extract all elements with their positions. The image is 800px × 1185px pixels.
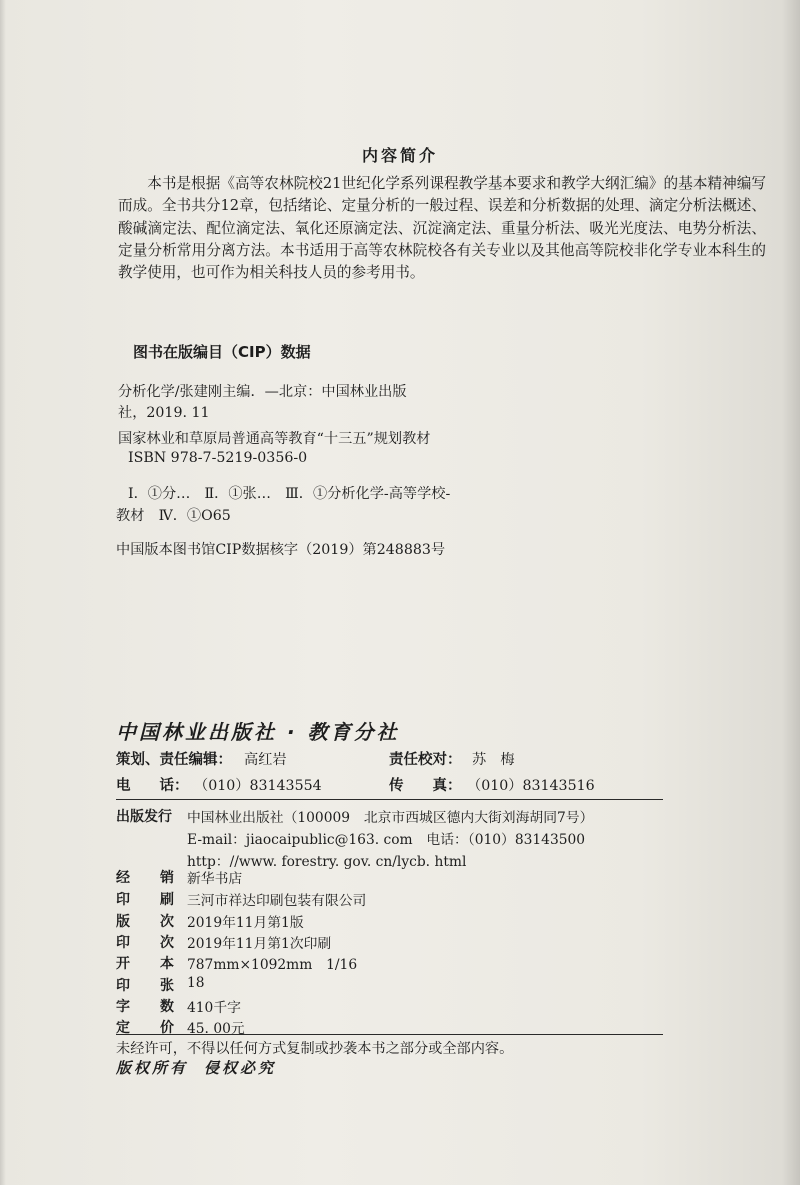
spec-label-format <box>116 953 174 973</box>
summary-text: 本书是根据《高等农林院校21世纪化学系列课程教学基本要求和教学大纲汇编》的基本精神编写而成。全书共分12章，包括绪论、定量分析的一般过程、误差和分析数据的处理、滴定分析法概述、酸碱滴定法、配位滴定法、氧化还原滴定法、沉淀滴定法、重量分析法、吸光光度法、电势分析法、定量分析常用分离方法。本书适用于高等农林院校各有关专业以及其他高等院校非化学专业本科生的教学使用，也可作为相关科技人员的参考用书。 <box>118 175 766 282</box>
spec-char: 刷 <box>160 892 174 908</box>
spec-label-printer <box>116 889 174 909</box>
spec-value-sheets: 18 <box>187 975 205 991</box>
spec-label-distributor <box>116 867 174 887</box>
distribution-label: 出版发行 <box>116 809 172 825</box>
spec-char: 次 <box>160 935 174 951</box>
spec-value-edition: 2019年11月第1版 <box>187 915 304 931</box>
spec-char: 张 <box>160 978 174 994</box>
cip-isbn: ISBN 978-7-5219-0356-0 <box>128 450 308 466</box>
spec-value-printer: 三河市祥达印刷包装有限公司 <box>187 893 367 909</box>
spec-char: 印 <box>116 892 130 908</box>
cip-record-number: 中国版本图书馆CIP数据核字（2019）第248883号 <box>116 542 446 558</box>
page-binding-shadow <box>0 0 6 1185</box>
spec-value-price: 45. 00元 <box>187 1021 245 1037</box>
spec-char: 开 <box>116 956 130 972</box>
fax-label: 传 真： <box>389 778 462 794</box>
spec-value-wordcount: 410千字 <box>187 1000 241 1016</box>
divider-bottom <box>116 1034 663 1035</box>
cip-line-5: Ⅰ．①分… Ⅱ．①张… Ⅲ．①分析化学-高等学校- <box>128 486 451 502</box>
publisher-name: 中国林业出版社 · 教育分社 <box>116 720 400 744</box>
spec-char: 经 <box>116 870 130 886</box>
website-line: http：//www. forestry. gov. cn/lycb. html <box>187 854 467 870</box>
spec-char: 本 <box>160 956 174 972</box>
phone-label: 电 话： <box>116 778 189 794</box>
fax-value: （010）83143516 <box>467 778 595 794</box>
phone-value: （010）83143554 <box>194 778 322 794</box>
cip-heading: 图书在版编目（CIP）数据 <box>133 343 311 361</box>
cip-line-2: 社，2019. 11 <box>118 405 210 421</box>
proofreader-label: 责任校对： <box>389 752 462 768</box>
copying-notice: 未经许可，不得以任何方式复制或抄袭本书之部分或全部内容。 <box>116 1041 514 1057</box>
cip-line-1: 分析化学/张建刚主编．—北京：中国林业出版 <box>118 384 407 400</box>
spec-label-edition <box>116 911 174 931</box>
spec-char: 版 <box>116 914 130 930</box>
spec-char: 定 <box>116 1020 130 1036</box>
spec-char: 次 <box>160 914 174 930</box>
distribution-value: 中国林业出版社（100009 北京市西城区德内大街刘海胡同7号） <box>187 810 594 826</box>
spec-char: 销 <box>160 870 174 886</box>
rights-reserved <box>116 1057 276 1078</box>
spec-value-printing: 2019年11月第1次印刷 <box>187 936 332 952</box>
email-line: E-mail：jiaocaipublic@163. com 电话：（010）83143500 <box>187 832 586 848</box>
spec-char: 价 <box>160 1020 174 1036</box>
spec-value-format: 787mm×1092mm 1/16 <box>187 957 358 973</box>
spec-label-printing <box>116 932 174 952</box>
cip-line-6: 教材 Ⅳ．①O65 <box>116 508 231 524</box>
spec-value-distributor: 新华书店 <box>187 871 243 887</box>
editor-value: 高红岩 <box>244 752 287 768</box>
summary-title: 内容简介 <box>361 146 438 165</box>
rights-part-1: 版权所有 <box>116 1059 189 1077</box>
rights-part-2: 侵权必究 <box>204 1059 277 1077</box>
editor-label: 策划、责任编辑： <box>116 752 232 768</box>
divider-top <box>116 799 663 800</box>
spec-char: 印 <box>116 978 130 994</box>
spec-char: 字 <box>116 999 130 1015</box>
proofreader-value: 苏 梅 <box>472 752 515 768</box>
spec-label-sheets <box>116 975 174 995</box>
cip-line-3: 国家林业和草原局普通高等教育“十三五”规划教材 <box>118 431 431 447</box>
spec-char: 数 <box>160 999 174 1015</box>
spec-label-wordcount <box>116 996 174 1016</box>
page-edge-shadow <box>782 0 800 1185</box>
spec-char: 印 <box>116 935 130 951</box>
